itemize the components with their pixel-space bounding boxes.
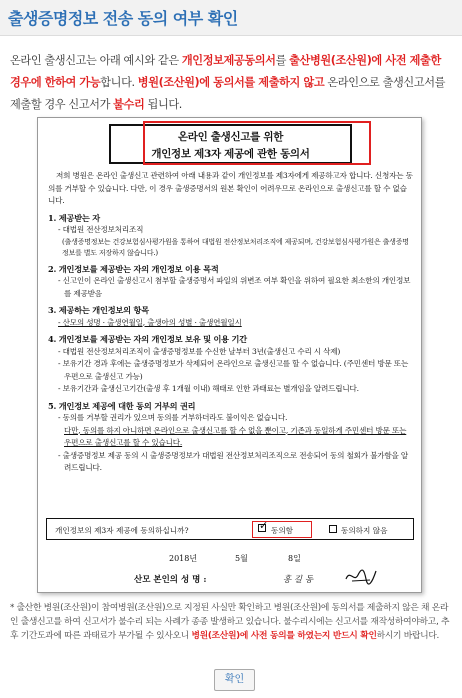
date-year: 2018년	[169, 554, 198, 563]
agree-label: 동의함	[271, 526, 294, 535]
consent-form-title-line1: 온라인 출생신고를 위한	[177, 131, 284, 143]
intro-text	[10, 50, 454, 116]
section-5-title: 5. 개인정보 제공에 대한 동의 거부의 권리	[48, 400, 196, 411]
section-5-item-2: - 출생증명정보 제공 동의 시 출생증명정보가 대법원 전산정보처리조직으로 전송되어 동의 철회가 불가함을 알려드립니다.	[58, 450, 409, 472]
section-4-item-3: - 보유기간과 출생신고기간(출생 후 1개월 이내) 해태로 인한 과태료는 별개임을 알려드립니다.	[58, 384, 359, 393]
disagree-label: 동의하지 않음	[341, 526, 388, 535]
date-month: 5월	[235, 554, 248, 563]
page-title: 출생증명정보 전송 동의 여부 확인	[8, 9, 238, 28]
section-1-title: 1. 제공받는 자	[48, 212, 100, 223]
notice-text	[10, 601, 454, 643]
consent-form-body	[48, 170, 413, 475]
section-3-title: 3. 제공하는 개인정보의 항목	[48, 305, 149, 315]
section-4-title: 4. 개인정보를 제공받는 자의 개인정보 보유 및 이용 기간	[48, 334, 247, 344]
section-5-item-1: - 동의를 거부할 권리가 있으며 동의를 거부하더라도 불이익은 없습니다.	[58, 413, 288, 422]
notice-part1: * 출산한 병원(조산원)이 참여병원(조산원)으로 지정된 사실만 확인하고 병원(조산원)에 동의서를 제출하지 않은 채 온라인 출생신고를 하여 신고서가 불수리 되는 사례가 종종 발생하고 있습니다. 불수리시에는 신고서를 재작성하여야하고, 추후 기간도과에 따른 과태료가 부가될 수 있사오니	[10, 603, 450, 641]
consent-question: 개인정보의 제3자 제공에 동의하십니까?	[55, 526, 189, 535]
consent-form-title-line2: 개인정보 제3자 제공에 관한 동의서	[151, 148, 310, 160]
section-5-item-1-detail: 다만, 동의를 하지 아니하면 온라인으로 출생신고를 할 수 없을 뿐이고, 기존과 동일하게 주민센터 방문 또는 우편으로 출생신고를 할 수 있습니다.	[64, 425, 407, 447]
notice-part2: 하시기 바랍니다.	[376, 631, 440, 641]
intro-part5: 됩니다.	[144, 98, 182, 111]
date-day: 8일	[288, 554, 301, 563]
signature-label: 산모 본인의 성 명 :	[134, 575, 207, 585]
section-1-note: (출생증명정보는 건강보험심사평가원을 통하여 대법원 전산정보처리조직에 제공되며, 건강보험심사평가원은 출생증명정보를 별도 저장하지 않습니다.)	[62, 237, 409, 257]
section-1-item: - 대법원 전산정보처리조직	[58, 225, 144, 234]
intro-part1: 온라인 출생신고는 아래 예시와 같은	[10, 54, 182, 67]
section-2-item: - 신고인이 온라인 출생신고시 첨부할 출생증명서 파일의 위변조 여부 확인을 위하여 필요한 최소한의 개인정보를 제공받음	[58, 276, 411, 298]
intro-emphasis-rejected: 불수리	[113, 98, 145, 111]
intro-emphasis-prior-submission: 출산병원(조산원)에 사전 제출한 경우에 한하여 가능	[10, 54, 441, 89]
intro-emphasis-no-submission: 병원(조산원)에 동의서를 제출하지 않고	[137, 76, 325, 89]
intro-part2: 를	[275, 54, 290, 67]
intro-part3: 합니다.	[100, 76, 138, 89]
title-highlight-box	[143, 121, 371, 165]
signature-mark	[344, 567, 378, 588]
notice-emphasis: 병원(조산원)에 사전 동의를 하였는지 반드시 확인	[191, 631, 377, 641]
title-bar	[0, 0, 462, 36]
disagree-checkbox	[329, 525, 337, 533]
intro-part4: 온라인으로 출생신고서를 제출할 경우 신고서가	[10, 76, 446, 111]
consent-choice-box	[46, 518, 414, 540]
intro-emphasis-consent-form: 개인정보제공동의서	[181, 54, 276, 67]
section-4-item-1: - 대법원 전산정보처리조직이 출생증명정보를 수신한 날부터 3년(출생신고 수리 시 삭제)	[58, 346, 341, 356]
section-2-title: 2. 개인정보를 제공받는 자의 개인정보 이용 목적	[48, 263, 219, 274]
consent-form-intro: 저희 병원은 온라인 출생신고 관련하여 아래 내용과 같이 개인정보를 제3자에게 제공하고자 합니다. 신청자는 동의를 거부할 수 있습니다. 다만, 이 경우 출생증명서의 원본 확인이 어려우므로 온라인으로 출생신고를 할 수 없습니다.	[48, 171, 413, 205]
section-3-item: - 산모의 성명 · 출생연월일, 출생아의 성별 · 출생연월일시	[58, 317, 242, 327]
consent-form-example	[37, 117, 422, 593]
section-4-item-2: - 보유기간 경과 후에는 출생증명정보가 삭제되어 온라인으로 출생신고를 할 수 없습니다. (주민센터 방문 또는 우편으로 출생신고 가능)	[58, 359, 409, 381]
confirm-button[interactable]: 확인	[214, 669, 255, 691]
check-mark-icon: ✓	[259, 519, 269, 532]
signature-name: 홍 길 동	[283, 575, 314, 585]
